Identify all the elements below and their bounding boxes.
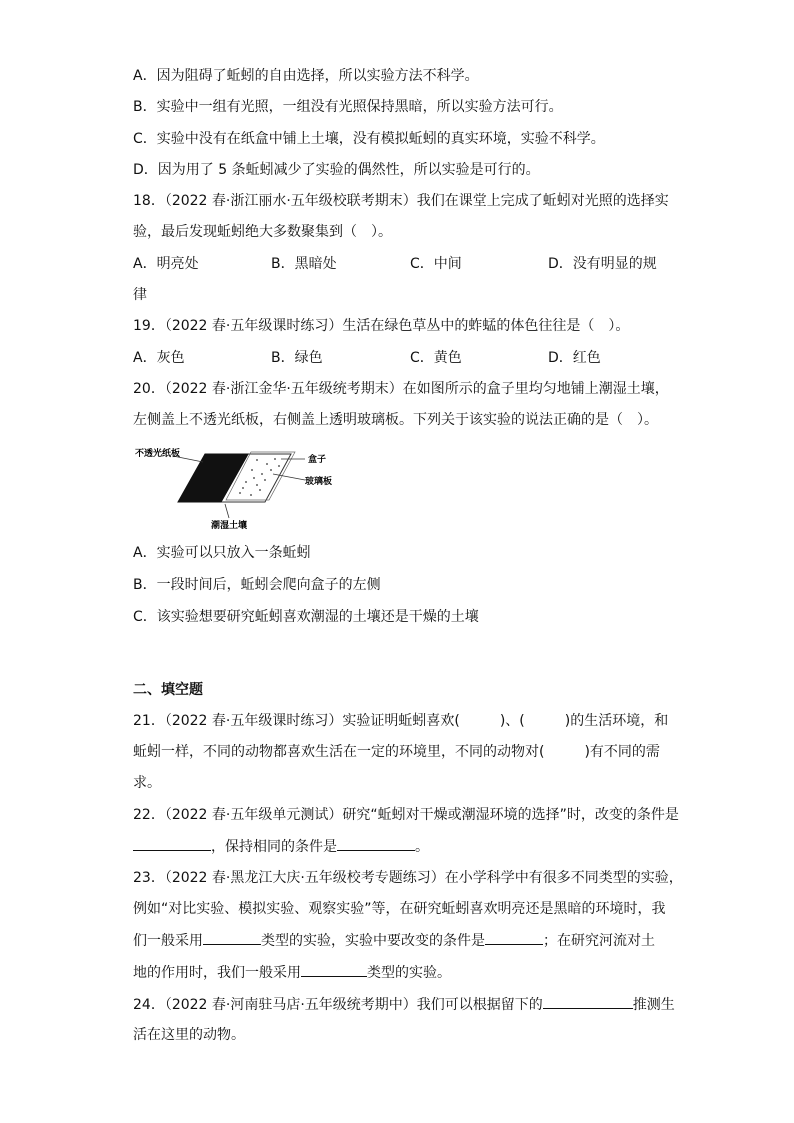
- q21-text-a: 21．（2022 春·五年级课时练习）实验证明蚯蚓喜欢(: [133, 713, 460, 729]
- q21-text-b: )、(: [499, 713, 525, 729]
- q23-text-a: 们一般采用: [133, 933, 203, 949]
- q23-blank-1[interactable]: [203, 930, 261, 945]
- q23-text-b: 类型的实验，实验中要改变的条件是: [261, 933, 485, 949]
- q19-option-a: A．灰色: [133, 350, 185, 366]
- figure-label-soil: 潮湿土壤: [211, 521, 248, 531]
- q23-line1: 23．（2022 春·黑龙江大庆·五年级校考专题练习）在小学科学中有很多不同类型的实验，: [133, 870, 683, 886]
- q23-line3: [133, 930, 655, 951]
- q23-text-e: 类型的实验。: [367, 965, 451, 981]
- q20-option-c: C．该实验想要研究蚯蚓喜欢潮湿的土壤还是干燥的土壤: [133, 609, 479, 625]
- q17-option-a: A．因为阻碍了蚯蚓的自由选择，所以实验方法不科学。: [133, 68, 479, 84]
- q18-option-b: B．黑暗处: [271, 256, 337, 272]
- q24-text-b: 推测生: [632, 997, 675, 1013]
- q23-line2: 例如“对比实验、模拟实验、观察实验”等，在研究蚯蚓喜欢明亮还是黑暗的环境时，我: [133, 901, 666, 917]
- q23-blank-2[interactable]: [485, 930, 543, 945]
- q22-text-a: ，保持相同的条件是: [211, 839, 337, 855]
- q19-option-d: D．红色: [548, 350, 601, 366]
- q23-line4: [133, 962, 451, 983]
- q21-line1: [133, 711, 668, 731]
- q20-option-a: A．实验可以只放入一条蚯蚓: [133, 545, 311, 561]
- q18-option-a: A．明亮处: [133, 256, 199, 272]
- q24-blank-1[interactable]: [543, 994, 633, 1009]
- q19-option-c: C．黄色: [410, 350, 462, 366]
- q17-option-b: B．实验中一组有光照，一组没有光照保持黑暗，所以实验方法可行。: [133, 99, 563, 115]
- q18-option-d-cont: 律: [133, 287, 147, 303]
- figure-label-box: 盒子: [308, 455, 327, 465]
- q22-blank-1[interactable]: [133, 836, 211, 851]
- q20-stem-line1: 20．（2022 春·浙江金华·五年级统考期末）在如图所示的盒子里均匀地铺上潮湿土壤，: [133, 381, 669, 397]
- q20-stem-line2: 左侧盖上不透光纸板，右侧盖上透明玻璃板。下列关于该实验的说法正确的是（ ）。: [133, 412, 658, 428]
- q24-line2: 活在这里的动物。: [133, 1027, 245, 1043]
- q21-text-d: 蚯蚓一样，不同的动物都喜欢生活在一定的环境里，不同的动物对(: [133, 744, 545, 760]
- figure-label-glass: 玻璃板: [305, 477, 333, 487]
- q21-text-e: )有不同的需: [584, 744, 660, 760]
- q24-text-a: 24．（2022 春·河南驻马店·五年级统考期中）我们可以根据留下的: [133, 997, 543, 1013]
- q22-text-b: 。: [415, 839, 429, 855]
- q20-option-b: B．一段时间后，蚯蚓会爬向盒子的左侧: [133, 577, 381, 593]
- q22-line1: 22．（2022 春·五年级单元测试）研究“蚯蚓对干燥或潮湿环境的选择”时，改变的条件是: [133, 807, 679, 823]
- experiment-box-figure: [133, 440, 343, 535]
- q18-option-c: C．中间: [410, 256, 462, 272]
- q17-option-c: C．实验中没有在纸盒中铺上土壤，没有模拟蚯蚓的真实环境，实验不科学。: [133, 131, 605, 147]
- q18-stem-line2: 验，最后发现蚯蚓绝大多数聚集到（ ）。: [133, 224, 392, 240]
- q17-option-d: D．因为用了 5 条蚯蚓减少了实验的偶然性，所以实验是可行的。: [133, 162, 540, 178]
- section-title-fill-in: 二、填空题: [133, 682, 203, 698]
- q23-blank-3[interactable]: [301, 962, 367, 977]
- q21-line3: 求。: [133, 775, 161, 791]
- figure-label-board: 不透光纸板: [135, 449, 181, 459]
- q22-line2: [133, 836, 429, 857]
- q23-text-d: 地的作用时，我们一般采用: [133, 965, 301, 981]
- q19-stem: 19．（2022 春·五年级课时练习）生活在绿色草丛中的蚱蜢的体色往往是（ ）。: [133, 318, 630, 334]
- q18-stem-line1: 18．（2022 春·浙江丽水·五年级校联考期末）我们在课堂上完成了蚯蚓对光照的选择实: [133, 193, 669, 209]
- leader-line-soil: [225, 504, 229, 518]
- q22-blank-2[interactable]: [337, 836, 415, 851]
- q18-option-d: D．没有明显的规: [548, 256, 657, 272]
- q23-text-c: ；在研究河流对土: [543, 933, 655, 949]
- q19-option-b: B．绿色: [271, 350, 323, 366]
- q21-text-c: )的生活环境，和: [564, 713, 669, 729]
- q24-line1: [133, 994, 675, 1015]
- q21-line2: [133, 742, 660, 762]
